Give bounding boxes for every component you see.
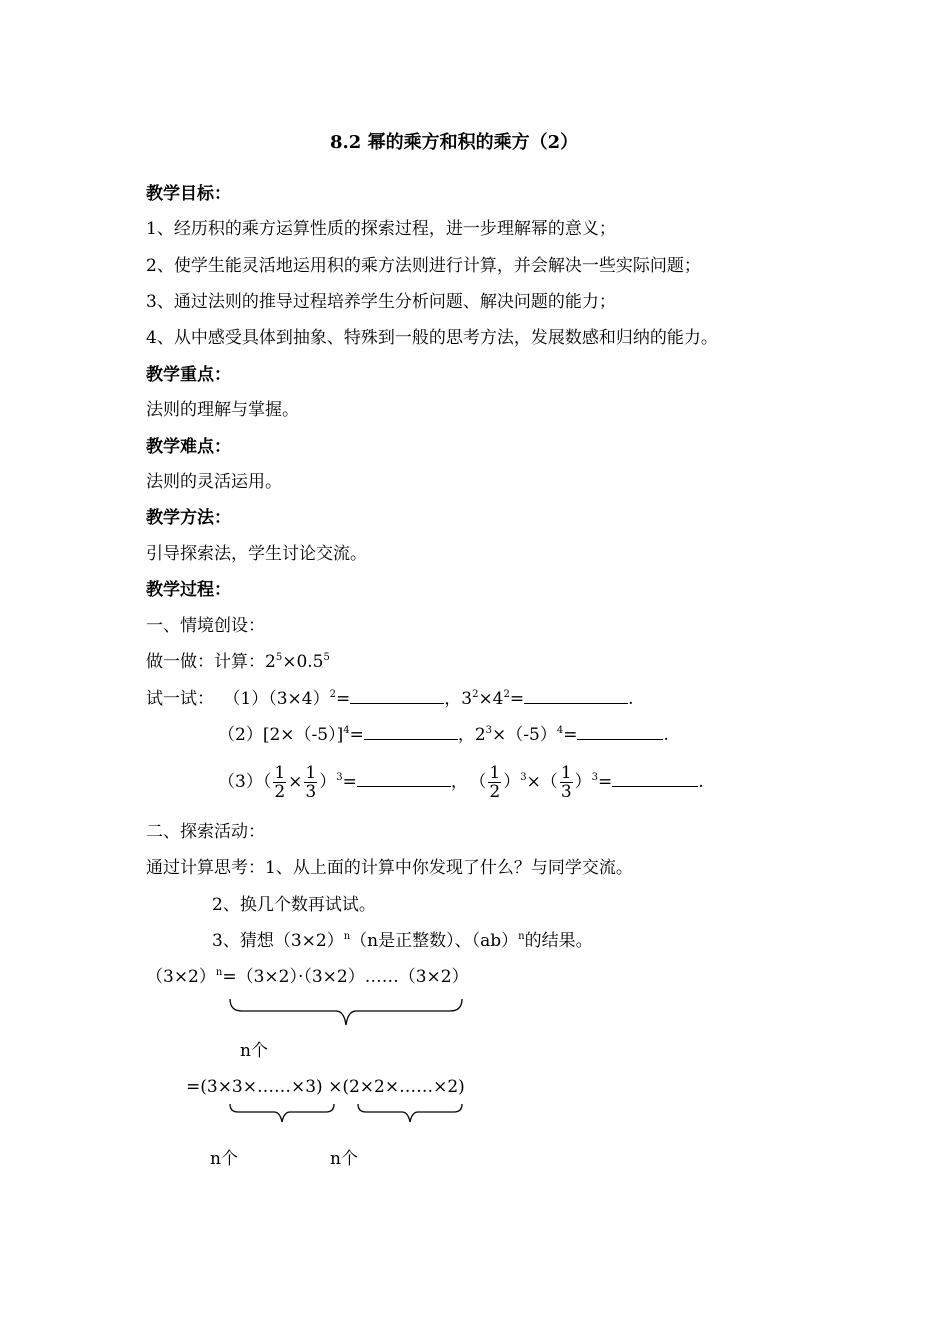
fraction-numerator: 1 <box>305 763 317 783</box>
think-3-b: （n是正整数）、（ab） <box>350 931 519 951</box>
page-title: 8.2 幂的乘方和积的乘方（2） <box>330 132 579 153</box>
q1-a-eq: = <box>335 689 351 709</box>
q3-eq2: = <box>598 772 613 792</box>
answer-blank[interactable] <box>524 688 628 704</box>
methods-text: 引导探索法，学生讨论交流。 <box>146 544 367 564</box>
methods-heading: 教学方法： <box>146 508 231 528</box>
think-2: 2、换几个数再试试。 <box>212 895 376 915</box>
q3-times: × <box>288 772 303 792</box>
objectives-heading: 教学目标： <box>146 184 231 204</box>
objective-item: 2、使学生能灵活地运用积的乘方法则进行计算，并会解决一些实际问题； <box>146 256 701 276</box>
answer-blank[interactable] <box>364 724 458 740</box>
objective-item: 4、从中感受具体到抽象、特殊到一般的思考方法，发展数感和归纳的能力。 <box>146 328 718 348</box>
q1-b-exp2: 2 <box>503 689 510 700</box>
deriv1-b: =（3×2）·（3×2）……（3×2） <box>222 967 469 987</box>
try-it-label: 试一试： <box>146 689 214 709</box>
q2-a-eq: = <box>349 725 364 745</box>
q1-b-mid: ×4 <box>478 689 504 709</box>
fraction <box>304 764 317 801</box>
q1-b-exp1: 2 <box>472 689 479 700</box>
underbrace <box>228 995 464 1029</box>
q1-b-sep: ，3 <box>444 689 473 709</box>
brace-label-n: n个 <box>240 1041 268 1061</box>
difficulties-heading: 教学难点： <box>146 437 231 457</box>
underbrace <box>228 1102 336 1124</box>
q3-open2: （ <box>477 772 487 792</box>
fraction-numerator: 1 <box>489 763 501 783</box>
q3-end: . <box>698 772 704 792</box>
process-heading: 教学过程： <box>146 580 231 600</box>
fraction <box>273 764 286 801</box>
q3-close: ） <box>319 772 337 792</box>
answer-blank[interactable] <box>612 771 698 787</box>
try-it-q3 <box>218 762 704 802</box>
q2-end: . <box>663 725 669 745</box>
q2-b-mid: ×（-5） <box>492 725 557 745</box>
derivation-line-2: =(3×3×……×3) ×(2×2×……×2) <box>186 1077 465 1097</box>
q3-eq: = <box>342 772 357 792</box>
think-3-exp1: n <box>343 931 351 942</box>
think-3 <box>212 931 593 951</box>
deriv1-exp: n <box>215 967 223 978</box>
derivation-line-1 <box>146 967 469 987</box>
q2-b-exp1: 3 <box>485 725 493 736</box>
answer-blank[interactable] <box>577 724 663 740</box>
key-points-heading: 教学重点： <box>146 365 231 385</box>
try-it-q2 <box>218 724 669 745</box>
fraction-denominator: 2 <box>489 782 501 802</box>
do-it-prefix: 做一做：计算：2 <box>146 652 276 672</box>
think-3-exp2: n <box>518 931 525 942</box>
fraction-denominator: 3 <box>560 782 572 802</box>
q2-a: （2）[2×（-5）] <box>218 725 344 745</box>
fraction-denominator: 3 <box>305 782 317 802</box>
q2-b-sep: ，2 <box>457 725 486 745</box>
q1-end: . <box>628 689 634 709</box>
fraction-numerator: 1 <box>274 763 286 783</box>
think-3-a: 3、猜想（3×2） <box>212 931 344 951</box>
fraction-denominator: 2 <box>274 782 286 802</box>
q3-close3: ） <box>574 772 592 792</box>
q2-a-exp: 4 <box>343 725 350 736</box>
q2-b-eq: = <box>563 725 578 745</box>
answer-blank[interactable] <box>357 771 451 787</box>
difficulties-text: 法则的灵活运用。 <box>146 472 282 492</box>
fraction <box>488 764 501 801</box>
part1-heading: 一、情境创设： <box>146 616 265 636</box>
q2-b-exp2: 4 <box>556 725 564 736</box>
q1-b-eq: = <box>509 689 525 709</box>
answer-blank[interactable] <box>350 688 444 704</box>
do-it-exp1: 5 <box>275 652 283 663</box>
think-1: 通过计算思考：1、从上面的计算中你发现了什么？与同学交流。 <box>146 858 633 878</box>
do-it-line <box>146 652 330 672</box>
q3-exp3: 3 <box>591 772 599 783</box>
q3-a: （3）（ <box>218 772 272 792</box>
q3-mid2: ×（ <box>526 772 558 792</box>
objective-item: 1、经历积的乘方运算性质的探索过程，进一步理解幂的意义； <box>146 219 616 239</box>
objective-item: 3、通过法则的推导过程培养学生分析问题、解决问题的能力； <box>146 292 616 312</box>
do-it-mid: ×0.5 <box>282 652 324 672</box>
part2-heading: 二、探索活动： <box>146 822 265 842</box>
q3-close2: ） <box>503 772 521 792</box>
try-it-q1 <box>146 688 634 709</box>
q1-a-exp: 2 <box>329 689 336 700</box>
fraction <box>560 764 573 801</box>
fraction-numerator: 1 <box>560 763 572 783</box>
brace-label-n: n个 <box>210 1149 238 1169</box>
q1-a: （1）（3×4） <box>223 689 330 709</box>
q3-sep: ， <box>450 772 468 792</box>
deriv1-a: （3×2） <box>146 967 216 987</box>
underbrace <box>356 1102 464 1124</box>
brace-label-n: n个 <box>330 1149 358 1169</box>
q3-exp2: 3 <box>520 772 527 783</box>
q3-exp: 3 <box>336 772 343 783</box>
think-3-c: 的结果。 <box>524 931 593 951</box>
key-points-text: 法则的理解与掌握。 <box>146 400 299 420</box>
do-it-exp2: 5 <box>323 652 330 663</box>
